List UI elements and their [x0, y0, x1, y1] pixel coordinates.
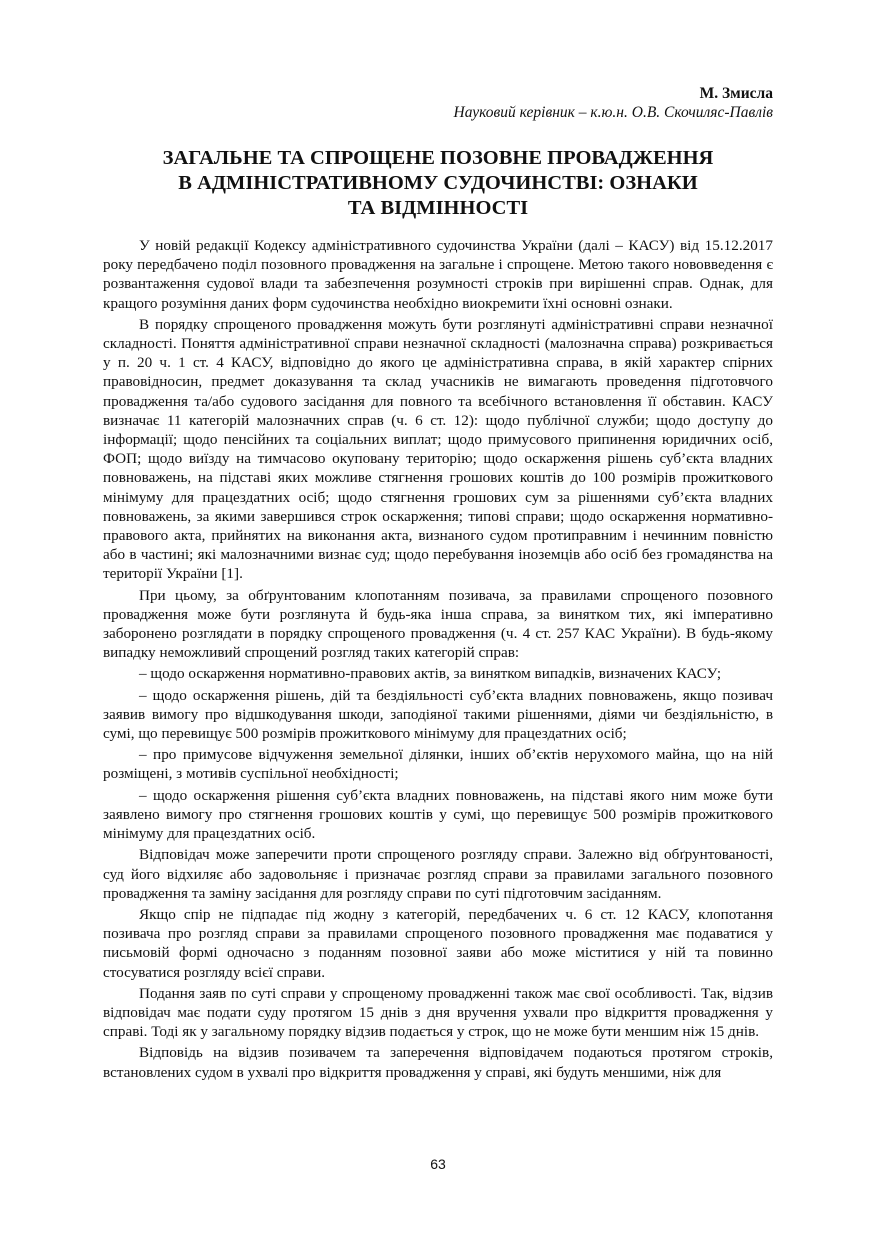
author-name: М. Змисла	[699, 85, 773, 102]
list-item: – щодо оскарження рішень, дій та бездіяльності суб’єкта владних повноважень, якщо позивач заявив вимогу про відшкодування шкоди, заподіяної такими рішеннями, діями чи бездіяльністю, в сумі, що перевищує 500 розмірів прожиткового мінімуму для працездатних осіб;	[103, 686, 773, 743]
paragraph-plaintiff-motion: Якщо спір не підпадає під жодну з категорій, передбачених ч. 6 ст. 12 КАСУ, клопотання позивача про розгляд справи за правилами спрощеного позовного провадження має подаватися у письмовій формі одночасно з поданням позовної заяви або може міститися у ній та повинно стосуватися розгляду всієї справи.	[103, 905, 773, 981]
article-body	[103, 236, 773, 1084]
list-item: – щодо оскарження нормативно-правових актів, за винятком випадків, визначених КАСУ;	[139, 665, 722, 683]
paragraph-defendant-objection: Відповідач може заперечити проти спрощеного розгляду справи. Залежно від обґрунтованості, суд його відхиляє або задовольняє і призначає розгляд справи за правилами загального позовного провадження та заміну засідання для розгляду справи по суті підготовчим засіданням.	[103, 846, 773, 902]
title-line-3: ТА ВІДМІННОСТІ	[347, 197, 529, 219]
list-item: – про примусове відчуження земельної ділянки, інших об’єктів нерухомого майна, що на ній розміщені, з мотивів суспільної необхідності;	[103, 746, 773, 783]
page-number: 63	[430, 1156, 446, 1172]
title-line-2: В АДМІНІСТРАТИВНОМУ СУДОЧИНСТВІ: ОЗНАКИ	[178, 172, 698, 194]
article-title	[103, 146, 773, 221]
title-line-1: ЗАГАЛЬНЕ ТА СПРОЩЕНЕ ПОЗОВНЕ ПРОВАДЖЕННЯ	[162, 147, 714, 169]
paragraph-filing: Подання заяв по суті справи у спрощеному провадженні також має свої особливості. Так, відзив відповідач має подати суду протягом 15 днів з дня вручення ухвали про відкриття провадження у справі. Тоді як у загальному порядку відзив подається у строк, що не може бути меншим ніж 15 днів.	[103, 984, 773, 1041]
paragraph-response: Відповідь на відзив позивачем та заперечення відповідачем подаються протягом строків, встановлених судом в ухвалі про відкриття провадження у справі, які будуть меншими, ніж для	[103, 1044, 773, 1081]
paragraph-motion: При цьому, за обґрунтованим клопотанням позивача, за правилами спрощеного позовного провадження може бути розглянута й будь-яка інша справа, за винятком тих, які імперативно заборонено розглядати в порядку спрощеного провадження (ч. 4 ст. 257 КАС України). В будь-якому випадку неможливий спрощений розгляд таких категорій справ:	[103, 586, 773, 662]
supervisor-line: Науковий керівник – к.ю.н. О.В. Скочиляс-Павлів	[453, 104, 773, 121]
paragraph-simplified-cases: В порядку спрощеного провадження можуть бути розглянуті адміністративні справи незначної складності. Поняття адміністративної справи незначної складності (малозначна справа) розкривається у п. 20 ч. 1 ст. 4 КАСУ, відповідно до якого це адміністративна справа, в якій характер спірних правовідносин, предмет доказування та склад учасників не вимагають проведення підготовчого провадження та/або судового засідання для повного та всебічного встановлення її обставин. КАСУ визначає 11 категорій малозначних справ (ч. 6 ст. 12): щодо публічної служби; щодо доступу до інформації; щодо пенсійних та соціальних виплат; щодо примусового припинення юридичних осіб, ФОП; щодо виїзду на тимчасово окуповану територію; щодо оскарження рішень суб’єкта владних повноважень, на підставі яких можливе стягнення грошових коштів до 100 розмірів прожиткового мінімуму для працездатних осіб; щодо стягнення грошових сум за рішеннями суб’єкта владних повноважень, за якими завершився строк оскарження; типові справи; щодо оскарження нормативно-правового акта, прийнятих на виконання акта, визнаного судом протиправним і нечинним повністю або в частині; які малозначними визнає суд; щодо перебування іноземців або осіб без громадянства на території України [1].	[103, 315, 773, 583]
paragraph-intro: У новій редакції Кодексу адміністративного судочинства України (далі – КАСУ) від 15.12.2017 року передбачено поділ позовного провадження на загальне і спрощене. Метою такого нововведення є розвантаження судової влади та забезпечення розумності строків при вирішенні справ. Однак, для кращого розуміння даних форм судочинства необхідно виокремити їхні основні ознаки.	[103, 237, 773, 312]
list-item: – щодо оскарження рішення суб’єкта владних повноважень, на підставі якого ним може бути заявлено вимогу про стягнення грошових коштів у сумі, що перевищує 500 розмірів прожиткового мінімуму для працездатних осіб.	[103, 786, 773, 843]
